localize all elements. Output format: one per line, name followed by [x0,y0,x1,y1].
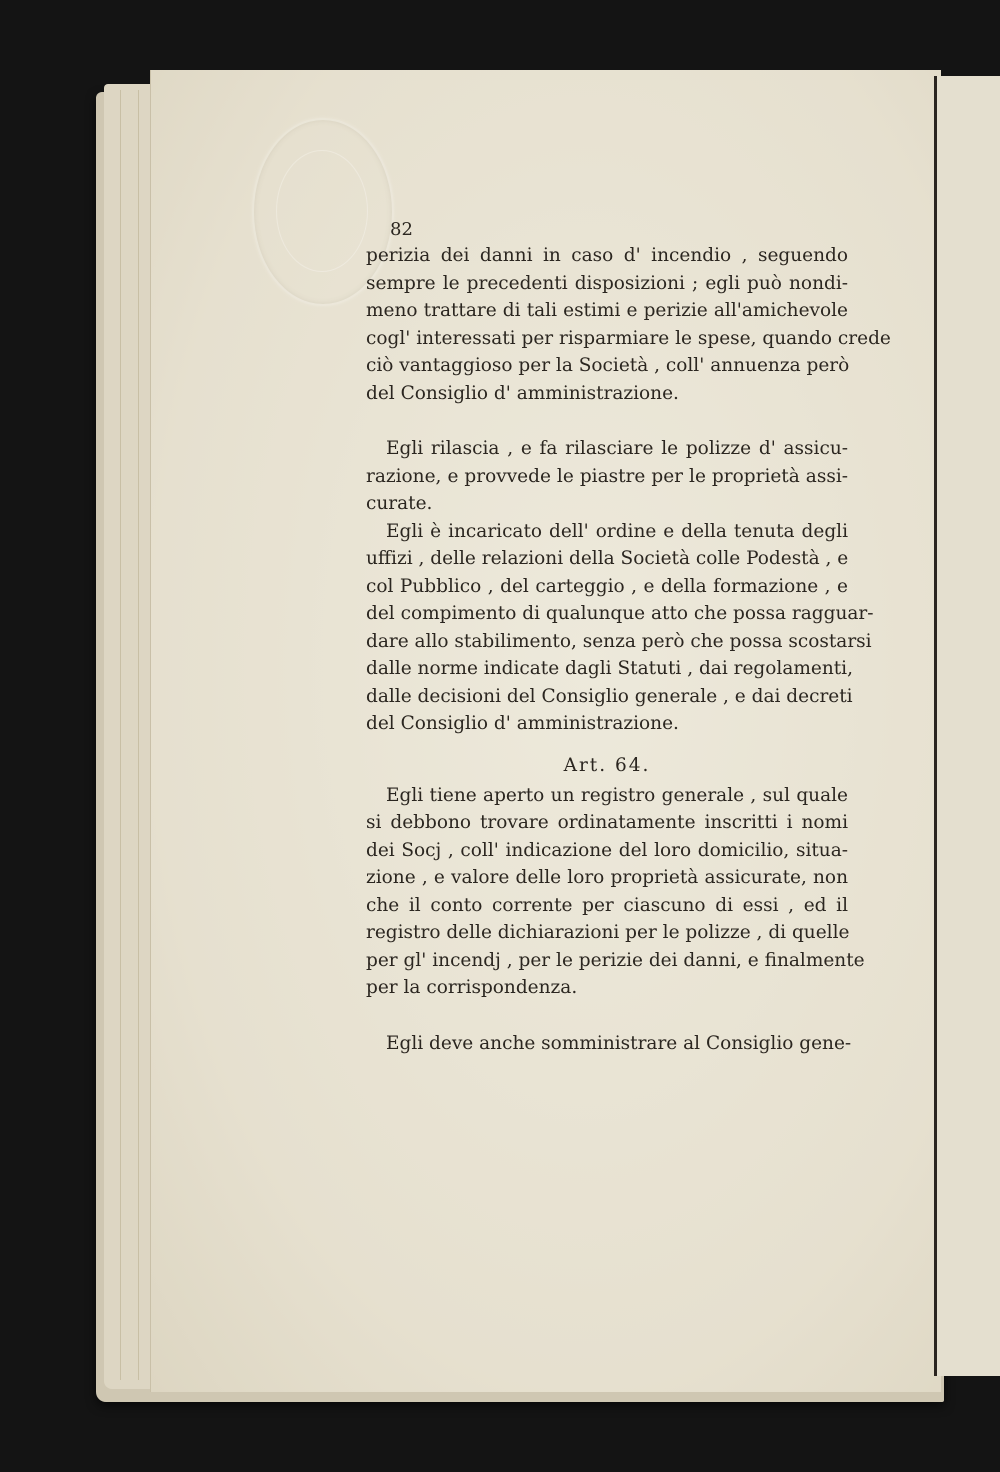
page-edge-line [120,90,121,1380]
paragraph [366,435,848,518]
text-line: col Pubblico , del carteggio , e della formazione , e [366,575,848,597]
text-line: che il conto corrente per ciascuno di essi , ed il [366,894,848,916]
text-line: Egli deve anche somministrare al Consiglio gene- [386,1032,852,1054]
text-line: perizia dei danni in caso d' incendio , seguendo [366,245,848,266]
paragraph [366,1030,852,1058]
facing-page-edge [934,76,1000,1376]
paragraph [366,518,874,738]
text-line: dei Socj , coll' indicazione del loro domicilio, situa- [366,839,848,861]
text-line: cogl' interessati per risparmiare le spese, quando crede [366,327,891,349]
text-line: per la corrispondenza. [366,977,578,998]
text-line: meno trattare di tali estimi e perizie all'amichevole [366,300,848,321]
text-line: curate. [366,493,433,514]
paragraph [366,782,865,1002]
text-line: dalle decisioni del Consiglio generale , e dai decreti [366,685,853,707]
page-text [366,216,891,1057]
paragraph [366,242,891,407]
text-line: dalle norme indicate dagli Statuti , dai regolamenti, [366,658,853,679]
text-line: Egli tiene aperto un registro generale , sul quale [386,784,848,806]
text-line: Egli è incaricato dell' ordine e della tenuta degli [386,520,848,542]
page-edge-line [138,90,139,1380]
text-line: per gl' incendj , per le perizie dei danni, e finalmente [366,949,865,971]
embossed-seal-inner [276,150,368,272]
page-number: 82 [390,219,413,240]
text-line: sempre le precedenti disposizioni ; egli può nondi- [366,272,848,294]
text-line: dare allo stabilimento, senza però che possa scostarsi [366,630,872,652]
text-line: registro delle dichiarazioni per le polizze , di quelle [366,922,850,943]
text-line: Egli rilascia , e fa rilasciare le polizze d' assicu- [386,438,848,459]
article-heading: Art. 64. [563,754,651,776]
text-line: uffizi , delle relazioni della Società colle Podestà , e [366,548,849,569]
text-line: si debbono trovare ordinatamente inscritti i nomi [366,812,848,833]
text-line: del Consiglio d' amministrazione. [366,382,679,404]
text-line: razione, e provvede le piastre per le proprietà assi- [366,465,848,487]
text-line: ciò vantaggioso per la Società , coll' annuenza però [366,355,850,376]
text-line: del Consiglio d' amministrazione. [366,713,679,734]
text-line: del compimento di qualunque atto che possa ragguar- [366,603,874,624]
text-line: zione , e valore delle loro proprietà assicurate, non [366,867,848,888]
